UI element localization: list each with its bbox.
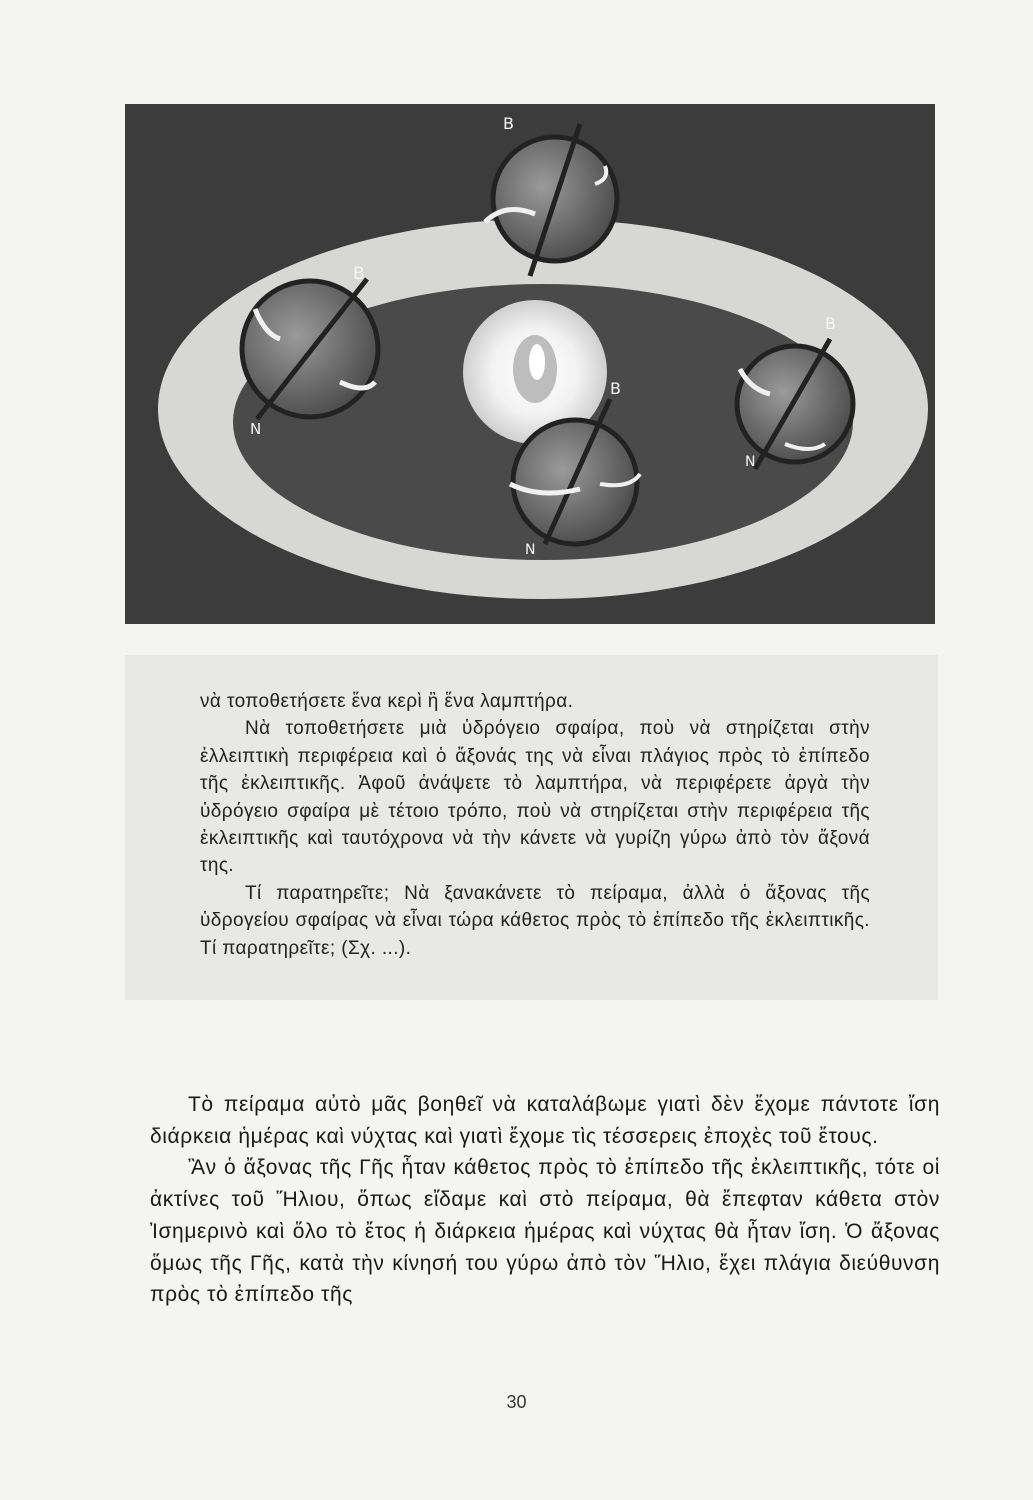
body-paragraph: Τὸ πείραμα αὐτὸ μᾶς βοηθεῖ νὰ καταλάβωμε γιατὶ δὲν ἔχομε πάντοτε ἴση διάρκεια ἡμέρας καὶ νύχτας καὶ γιατὶ ἔχομε τὶς τέσσερεις ἐποχὲς τοῦ ἔτους. xyxy=(150,1093,940,1148)
body-paragraph: Ἂν ὁ ἄξονας τῆς Γῆς ἦταν κάθετος πρὸς τὸ ἐπίπεδο τῆς ἐκλειπτικῆς, τότε οἱ ἀκτίνες τοῦ Ἥλιου, ὅπως εἴδαμε καὶ στὸ πείραμα, θὰ ἔπεφταν κάθετα στὸν Ἰσημερινὸ καὶ ὅλο τὸ ἔτος ἡ διάρκεια ἡμέρας καὶ νύχτας θὰ ἦταν ἴση. Ὁ ἄξονας ὅμως τῆς Γῆς, κατὰ τὴν κίνησή του γύρω ἀπὸ τὸν Ἥλιο, ἔχει πλάγια διεύθυνση πρὸς τὸ ἐπίπεδο τῆς xyxy=(150,1156,940,1307)
south-label: N xyxy=(250,420,262,438)
instruction-paragraph: Τί παρατηρεῖτε; Νὰ ξανακάνετε τὸ πείραμα, ἀλλὰ ὁ ἄξονας τῆς ὑδρογείου σφαίρας νὰ εἶναι τώρα κάθετος πρὸς τὸ ἐπίπεδο τῆς ἐκλειπτικῆς. Τί παρατηρεῖτε; (Σχ. ...). xyxy=(200,882,870,959)
instruction-text xyxy=(200,688,870,962)
body-text xyxy=(150,1089,940,1311)
north-label: B xyxy=(503,114,514,133)
orbit-drawing xyxy=(125,104,935,624)
north-label: B xyxy=(825,314,836,333)
instruction-paragraph: νὰ τοποθετήσετε ἕνα κερὶ ἢ ἕνα λαμπτήρα. xyxy=(200,691,574,712)
north-label: B xyxy=(610,379,621,398)
instruction-paragraph: Νὰ τοποθετήσετε μιὰ ὑδρόγειο σφαίρα, ποὺ νὰ στηρίζεται στὴν ἐλλειπτικὴ περιφέρεια καὶ ὁ ἄξονάς της νὰ εἶναι πλάγιος πρὸς τὸ ἐπίπεδο τῆς ἐκλειπτικῆς. Ἀφοῦ ἀνάψετε τὸ λαμπτήρα, νὰ περιφέρετε ἀργὰ τὴν ὑδρόγειο σφαίρα μὲ τέτοιο τρόπο, ποὺ νὰ στηρίζεται στὴν περιφέρεια τῆς ἐκλειπτικῆς καὶ ταυτόχρονα νὰ τὴν κάνετε νὰ γυρίζη γύρω ἀπὸ τὸν ἄξονά της. xyxy=(200,718,870,877)
south-label: N xyxy=(745,454,756,470)
page-number: 30 xyxy=(506,1392,527,1412)
south-label: N xyxy=(525,542,536,558)
orbit-illustration xyxy=(125,104,935,624)
north-label: B xyxy=(353,264,365,284)
